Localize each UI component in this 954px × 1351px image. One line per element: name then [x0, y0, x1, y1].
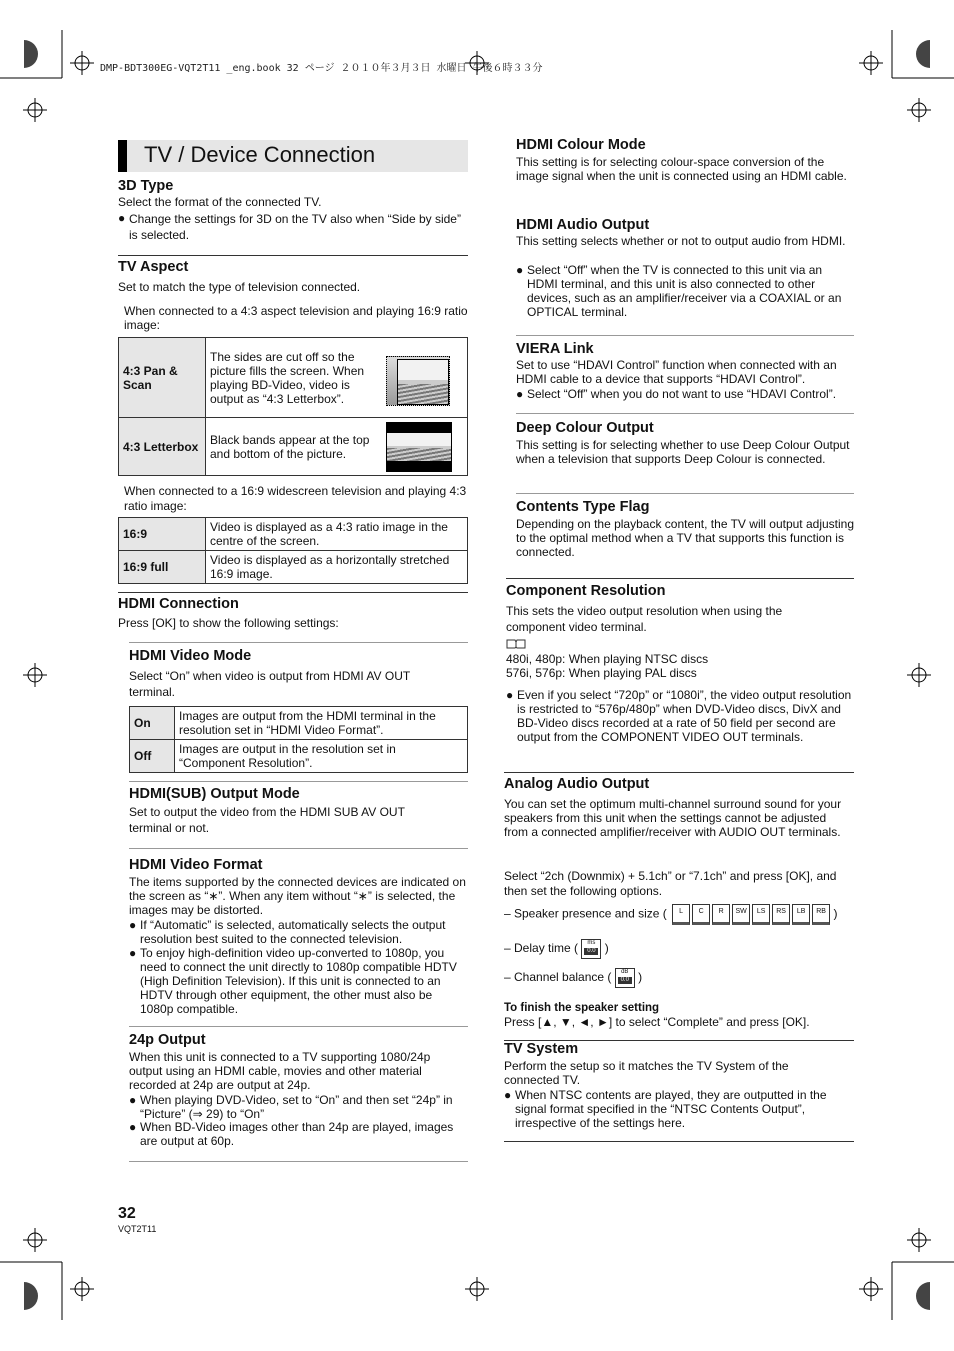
table-hdmi-video-mode [129, 706, 468, 773]
bullet-24p-1-text: When playing DVD-Video, set to “On” and then set “24p” in “Picture” (⇒ 29) to “On” [140, 1093, 453, 1121]
speaker-icon-r: R [712, 904, 730, 925]
bullet-3d-type: ● Change the settings for 3D on the TV also when “Side by side” is selected. [118, 211, 468, 243]
text-hdmi-video-format: The items supported by the connected devices are indicated on the screen as “∗”. When any item without “∗” is selected, the images may be distorted. [129, 875, 466, 918]
title-bar [118, 140, 127, 172]
print-header: DMP-BDT300EG-VQT2T11 _eng.book 32 ページ ２０１０年３月３日 水曜日 午後６時３３分 [100, 63, 543, 74]
table-row [119, 551, 468, 584]
heading-hdmi-video-format: HDMI Video Format [129, 857, 263, 873]
bullet-24p-1: ● When playing DVD-Video, set to “On” and then set “24p” in “Picture” (⇒ 29) to “On” [129, 1093, 467, 1121]
heading-deep-colour: Deep Colour Output [516, 420, 654, 436]
delay-time-line [504, 939, 854, 959]
bullet-viera: ● Select “Off” when you do not want to use “HDAVI Control”. [516, 387, 856, 401]
bullet-tv-system-text: When NTSC contents are played, they are outputted in the signal format specified in the “NTSC Contents Output”, irrespective of the settings here. [515, 1088, 827, 1130]
bullet-24p-2: ● When BD-Video images other than 24p are played, images are output at 60p. [129, 1120, 467, 1148]
text-hdmi-video-mode: Select “On” when video is output from HDMI AV OUT terminal. [129, 669, 410, 699]
row-value: The sides are cut off so the picture fills the screen. When playing BD-Video, video is output as “4:3 Letterbox”. [210, 349, 365, 406]
heading-hdmi-colour-mode: HDMI Colour Mode [516, 137, 646, 153]
balance-icon-value: 0.0 [618, 977, 632, 984]
row-key: Off [130, 740, 175, 773]
heading-contents-type-flag: Contents Type Flag [516, 499, 650, 515]
row-value: Black bands appear at the top and bottom of the picture. [210, 432, 370, 461]
bullet-tv-system: ● When NTSC contents are played, they are outputted in the signal format specified in the “NTSC Contents Output”, irrespective of the settings here. [504, 1088, 854, 1130]
heading-3d-type: 3D Type [118, 178, 174, 194]
page-number: 32 [118, 1205, 136, 1222]
bullet-3d-type-text: Change the settings for 3D on the TV also when “Side by side” is selected. [129, 212, 461, 242]
row-value: Images are output from the HDMI terminal in the resolution set in “HDMI Video Format”. [175, 707, 468, 740]
speaker-presence-label: – Speaker presence and size ( [504, 906, 667, 921]
text-viera-link: Set to use “HDAVI Control” function when connected with an HDMI cable to a device that supports “HDAVI Control”. [516, 358, 837, 387]
text-hdmi-colour-mode: This setting is for selecting colour-space conversion of the image signal when the unit is connected using an HDMI cable. [516, 155, 847, 184]
cr-line-pal: 576i, 576p: When playing PAL discs [506, 666, 697, 680]
text-tv-system: Perform the setup so it matches the TV System of the connected TV. [504, 1059, 789, 1088]
text-hdmi-sub-output: Set to output the video from the HDMI SUB AV OUT terminal or not. [129, 805, 405, 835]
book-icon [506, 636, 526, 646]
heading-component-resolution: Component Resolution [506, 583, 666, 599]
bullet-component-text: Even if you select “720p” or “1080i”, the video output resolution is restricted to “576p/480p” when DVD-Video discs, DivX and BD-Video discs recorded at a rate of 50 field per second are output from the COMPONENT VIDEO OUT terminals. [517, 688, 852, 744]
row-key: 16:9 [119, 518, 206, 551]
page-title: TV / Device Connection [144, 142, 376, 167]
text-component-resolution: This sets the video output resolution when using the component video terminal. [506, 604, 783, 634]
delay-icon-value: 0.0 [584, 948, 598, 955]
heading-hdmi-connection: HDMI Connection [118, 596, 239, 612]
heading-viera-link: VIERA Link [516, 341, 594, 357]
tv-aspect-169-intro: When connected to a 16:9 widescreen television and playing 4:3 ratio image: [124, 484, 467, 513]
speaker-icon-sw: SW [732, 904, 750, 925]
bullet-hdmi-audio-text: Select “Off” when the TV is connected to this unit via an HDMI terminal, and this unit is also connected to other devices, such as an amplifier/receiver via a COAXIAL or an OPTICAL terminal. [527, 263, 842, 319]
bullet-viera-text: Select “Off” when you do not want to use “HDAVI Control”. [527, 387, 837, 401]
speaker-presence-line [504, 904, 854, 925]
row-value: Images are output in the resolution set in “Component Resolution”. [175, 740, 468, 773]
bullet-video-format-1-text: If “Automatic” is selected, automatically selects the output resolution best suited to the connected television. [140, 918, 446, 946]
row-value: Video is displayed as a 4:3 ratio image in the centre of the screen. [206, 518, 468, 551]
balance-icon [615, 968, 635, 988]
bullet-video-format-1: ● If “Automatic” is selected, automatically selects the output resolution best suited to the connected television. [129, 918, 467, 946]
speaker-close-paren: ) [833, 906, 838, 921]
delay-close-paren: ) [604, 941, 609, 956]
letterbox-image [386, 422, 452, 472]
table-row [130, 740, 468, 773]
text-3d-type: Select the format of the connected TV. [118, 195, 322, 209]
row-value: Video is displayed as a horizontally stretched 16:9 image. [206, 551, 468, 584]
speaker-icon-c: C [692, 904, 710, 925]
row-key: On [130, 707, 175, 740]
balance-close-paren: ) [638, 970, 643, 985]
tv-aspect-43-intro: When connected to a 4:3 aspect television and playing 16:9 ratio image: [124, 304, 468, 333]
delay-icon [581, 939, 601, 959]
finish-text: Press [▲, ▼, ◄, ►] to select “Complete” and press [OK]. [504, 1015, 810, 1029]
speaker-icon-ls: LS [752, 904, 770, 925]
cr-line-ntsc: 480i, 480p: When playing NTSC discs [506, 652, 709, 666]
speaker-icon-l: L [672, 904, 690, 925]
channel-balance-label: – Channel balance ( [504, 970, 612, 985]
heading-tv-aspect: TV Aspect [118, 259, 189, 275]
pan-scan-image [386, 356, 450, 406]
text-contents-type-flag: Depending on the playback content, the TV will output adjusting to the optimal method when a TV that supports this function is connected. [516, 517, 855, 560]
text-hdmi-audio-output: This setting selects whether or not to output audio from HDMI. [516, 234, 846, 248]
heading-hdmi-sub-output: HDMI(SUB) Output Mode [129, 786, 300, 802]
heading-tv-system: TV System [504, 1041, 579, 1057]
page-title-box [118, 140, 468, 172]
finish-heading: To finish the speaker setting [504, 1002, 660, 1014]
bullet-video-format-2: ● To enjoy high-definition video up-converted to 1080p, you need to connect the unit directly to 1080p compatible HDTV (High Definition Television). If this unit is connected to an HDTV through other equipment, the other must also be 1080p compatible. [129, 946, 467, 1016]
balance-icon-unit: dB [621, 969, 629, 975]
heading-analog-audio: Analog Audio Output [504, 776, 650, 792]
bullet-24p-2-text: When BD-Video images other than 24p are played, images are output at 60p. [140, 1120, 454, 1148]
heading-hdmi-audio-output: HDMI Audio Output [516, 217, 650, 233]
bullet-hdmi-audio: ● Select “Off” when the TV is connected to this unit via an HDMI terminal, and this unit is also connected to other devices, such as an amplifier/receiver via a COAXIAL or an OPTICAL terminal. [516, 263, 854, 319]
speaker-icon-lb: LB [792, 904, 810, 925]
table-169 [118, 517, 468, 584]
heading-hdmi-video-mode: HDMI Video Mode [129, 648, 252, 664]
speaker-icon-rb: RB [812, 904, 830, 925]
text-deep-colour: This setting is for selecting whether to use Deep Colour Output when a television that supports Deep Colour is connected. [516, 438, 850, 467]
text-tv-aspect: Set to match the type of television connected. [118, 280, 361, 294]
bullet-component: ● Even if you select “720p” or “1080i”, the video output resolution is restricted to “576p/480p” when DVD-Video discs, DivX and BD-Video discs recorded at a rate of 50 field per second are output from the COMPONENT VIDEO OUT terminals. [506, 688, 854, 744]
delay-icon-unit: ms [587, 940, 596, 946]
channel-balance-line [504, 968, 854, 988]
table-row [119, 338, 468, 418]
row-key: 16:9 full [119, 551, 206, 584]
heading-24p-output: 24p Output [129, 1032, 206, 1048]
document-code: VQT2T11 [118, 1224, 157, 1234]
table-row [119, 518, 468, 551]
text-hdmi-connection: Press [OK] to show the following settings: [118, 616, 339, 630]
text-24p-output: When this unit is connected to a TV supporting 1080/24p output using an HDMI cable, movies and other material recorded at 24p are output at 24p. [129, 1050, 431, 1093]
row-key: 4:3 Pan & Scan [119, 338, 206, 418]
speaker-icon-rs: RS [772, 904, 790, 925]
table-row [130, 707, 468, 740]
text-analog-audio-2: Select “2ch (Downmix) + 5.1ch” or “7.1ch” and press [OK], and then set the following options. [504, 869, 837, 898]
row-key: 4:3 Letterbox [119, 418, 206, 476]
bullet-video-format-2-text: To enjoy high-definition video up-converted to 1080p, you need to connect the unit directly to 1080p compatible HDTV (High Definition Television). If this unit is connected to an HDTV through other equipment, the other must also be 1080p compatible. [140, 946, 457, 1016]
speaker-icons [670, 904, 830, 925]
text-analog-audio: You can set the optimum multi-channel surround sound for your speakers from this unit when the settings cannot be adjusted from a connected amplifier/receiver with AUDIO OUT terminals. [504, 797, 842, 840]
table-43 [118, 337, 468, 476]
delay-time-label: – Delay time ( [504, 941, 579, 956]
table-row [119, 418, 468, 476]
